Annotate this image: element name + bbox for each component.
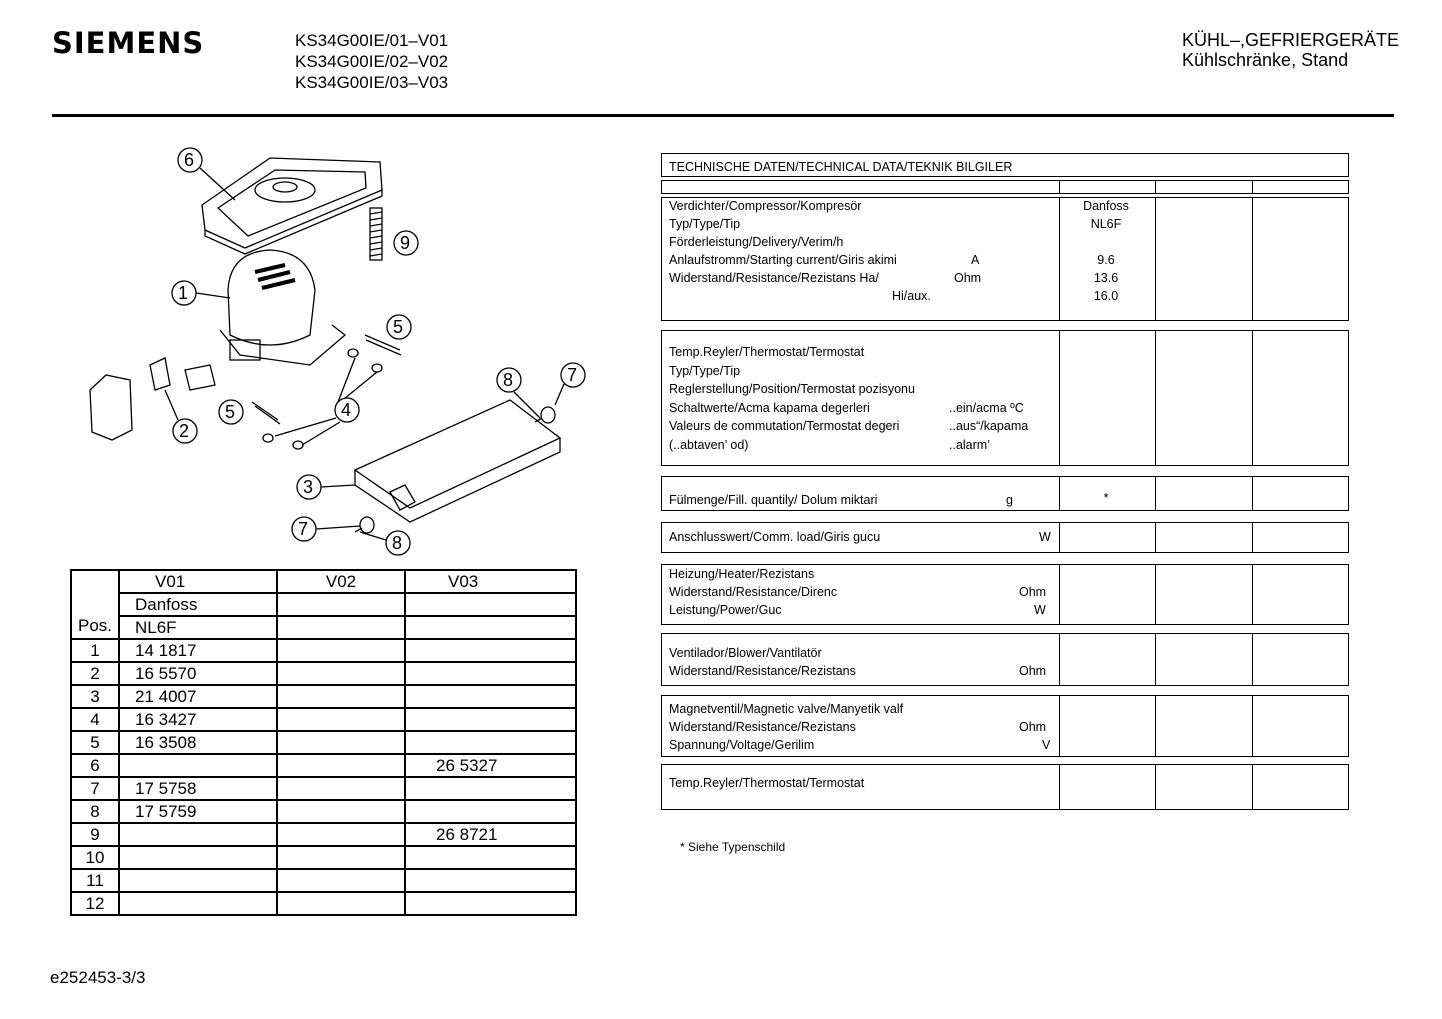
v02-cell [277, 731, 405, 754]
table-row [71, 846, 576, 869]
callout-8-lower [360, 531, 410, 555]
svg-text:9: 9 [400, 233, 411, 253]
callout-3 [297, 475, 355, 499]
v02-cell [277, 685, 405, 708]
brand-logo: SIEMENS [52, 26, 205, 60]
svg-text:8: 8 [503, 370, 514, 390]
v01-cell: 16 3427 [119, 708, 277, 731]
blower-box [661, 633, 1349, 686]
v01-cell: 16 5570 [119, 662, 277, 685]
type-plate-note: * Siehe Typenschild [680, 840, 786, 854]
document-id: e252453-3/3 [50, 968, 146, 987]
table-row [71, 777, 576, 800]
brand-v02 [277, 593, 405, 616]
switch-off-unit: ..aus“/kapama [949, 419, 1029, 433]
v02-cell [277, 823, 405, 846]
pos-cell: 4 [71, 708, 119, 731]
col-v01: V01 [119, 570, 277, 593]
category [1182, 30, 1399, 70]
callout-7-lower [292, 517, 360, 541]
valve-label: Magnetventil/Magnetic valve/Manyetik valf [669, 702, 904, 716]
parts-header-row [71, 570, 576, 593]
v03-cell [405, 777, 576, 800]
pos-cell: 3 [71, 685, 119, 708]
table-row [71, 639, 576, 662]
fill-quantity-label: Fülmenge/Fill. quantily/ Dolum miktari [669, 493, 878, 507]
blower-resistance-label: Widerstand/Resistance/Rezistans [669, 664, 856, 678]
starting-current-label: Anlaufstromm/Starting current/Giris akimi [669, 253, 897, 267]
v03-cell [405, 800, 576, 823]
pos-cell: 6 [71, 754, 119, 777]
brand-v01: Danfoss [119, 593, 277, 616]
spring-drawing [370, 208, 382, 260]
v01-cell: 16 3508 [119, 731, 277, 754]
v01-cell [119, 869, 277, 892]
model-3: KS34G00IE/03–V03 [295, 73, 449, 92]
svg-text:3: 3 [303, 477, 314, 497]
v03-cell: 26 8721 [405, 823, 576, 846]
resistance-label: Widerstand/Resistance/Rezistans Ha/ [669, 271, 879, 285]
heater-power-label: Leistung/Power/Guc [669, 603, 782, 617]
svg-text:4: 4 [341, 400, 352, 420]
svg-text:5: 5 [225, 402, 236, 422]
v03-cell [405, 685, 576, 708]
v02-cell [277, 846, 405, 869]
pos-cell: 12 [71, 892, 119, 915]
thermostat-label: Temp.Reyler/Thermostat/Termostat [669, 345, 865, 359]
v03-cell [405, 869, 576, 892]
model-2: KS34G00IE/02–V02 [295, 52, 449, 71]
v02-cell [277, 777, 405, 800]
v02-cell [277, 800, 405, 823]
table-row [71, 800, 576, 823]
thermostat-2-label: Temp.Reyler/Thermostat/Termostat [669, 776, 865, 790]
clip-lower-drawing [252, 402, 280, 424]
v01-cell [119, 846, 277, 869]
table-row [71, 731, 576, 754]
svg-text:2: 2 [179, 421, 190, 441]
type-row [71, 616, 576, 639]
type-v03 [405, 616, 576, 639]
blower-resistance-unit: Ohm [1019, 664, 1047, 678]
pos-cell: 7 [71, 777, 119, 800]
svg-text:1: 1 [178, 283, 189, 303]
valve-resistance-label: Widerstand/Resistance/Rezistans [669, 720, 856, 734]
defrost-label: (..abtaven’ od) [669, 438, 749, 452]
table-row [71, 708, 576, 731]
switch-values-label: Schaltwerte/Acma kapama degerleri [669, 401, 870, 415]
svg-text:6: 6 [184, 150, 195, 170]
pos-cell: 10 [71, 846, 119, 869]
table-row [71, 892, 576, 915]
v03-cell [405, 639, 576, 662]
v01-cell [119, 892, 277, 915]
svg-text:5: 5 [393, 317, 404, 337]
v02-cell [277, 892, 405, 915]
compressor-label: Verdichter/Compressor/Kompresör [669, 199, 862, 213]
type-v02 [277, 616, 405, 639]
pos-cell: 9 [71, 823, 119, 846]
table-row [71, 662, 576, 685]
compressor-box [661, 197, 1349, 321]
starting-current-unit: A [971, 253, 980, 267]
callout-1 [172, 281, 230, 305]
v01-cell: 17 5759 [119, 800, 277, 823]
brand-row [71, 593, 576, 616]
pos-header: Pos. [71, 570, 119, 639]
valve-voltage-label: Spannung/Voltage/Gerilim [669, 738, 815, 752]
pos-cell: 5 [71, 731, 119, 754]
svg-text:7: 7 [567, 365, 578, 385]
v03-cell: 26 5327 [405, 754, 576, 777]
heater-label: Heizung/Heater/Rezistans [669, 567, 815, 581]
drip-tray-drawing [202, 158, 382, 254]
comm-load-box [661, 522, 1349, 553]
model-list [295, 30, 448, 93]
fill-quantity-box [661, 476, 1349, 511]
compressor-brand-value: Danfoss [1083, 199, 1129, 213]
starting-current-value: 9.6 [1097, 253, 1115, 267]
callout-4 [275, 358, 377, 445]
parts-table [70, 569, 577, 916]
thermostat-position-label: Reglerstellung/Position/Termostat pozisyonu [669, 382, 915, 396]
pos-cell: 11 [71, 869, 119, 892]
resistance-unit: Ohm [954, 271, 982, 285]
compressor-type-label: Typ/Type/Tip [669, 217, 741, 231]
col-v02: V02 [277, 570, 405, 593]
v02-cell [277, 869, 405, 892]
mounting-rail-drawing [355, 400, 560, 522]
comm-load-unit: W [1039, 530, 1051, 544]
table-row [71, 869, 576, 892]
col-v03: V03 [405, 570, 576, 593]
v03-cell [405, 731, 576, 754]
resistance-main-value: 13.6 [1093, 271, 1119, 285]
table-row [71, 823, 576, 846]
compressor-type-value: NL6F [1090, 217, 1122, 231]
thermostat-2-box [661, 764, 1349, 810]
table-row [71, 754, 576, 777]
delivery-label: Förderleistung/Delivery/Verim/h [669, 235, 844, 249]
type-v01: NL6F [119, 616, 277, 639]
callout-6 [178, 148, 235, 200]
model-1: KS34G00IE/01–V01 [295, 31, 449, 50]
category-line-2: Kühlschränke, Stand [1182, 50, 1349, 70]
thermostat-box [661, 330, 1349, 466]
brand-v03 [405, 593, 576, 616]
v03-cell [405, 846, 576, 869]
heater-resistance-unit: Ohm [1019, 585, 1047, 599]
fill-quantity-unit: g [1006, 493, 1013, 507]
v01-cell [119, 823, 277, 846]
category-line-1: KÜHL–,GEFRIERGERÄTE [1182, 30, 1400, 50]
exploded-parts-diagram [70, 140, 610, 560]
v01-cell [119, 754, 277, 777]
pos-cell: 1 [71, 639, 119, 662]
svg-text:8: 8 [392, 533, 403, 553]
v02-cell [277, 754, 405, 777]
heater-power-unit: W [1034, 603, 1046, 617]
v03-cell [405, 708, 576, 731]
v03-cell [405, 892, 576, 915]
compressor-drawing [220, 250, 345, 365]
v01-cell: 17 5758 [119, 777, 277, 800]
valve-resistance-unit: Ohm [1019, 720, 1047, 734]
header-divider [52, 114, 1394, 117]
pos-cell: 2 [71, 662, 119, 685]
switch-on-unit: ..ein/acma ºC [949, 401, 1024, 415]
v01-cell: 21 4007 [119, 685, 277, 708]
table-row [71, 685, 576, 708]
heater-resistance-label: Widerstand/Resistance/Direnc [669, 585, 838, 599]
thermostat-type-label: Typ/Type/Tip [669, 364, 741, 378]
callout-2 [165, 390, 197, 443]
pos-cell: 8 [71, 800, 119, 823]
heater-box [661, 564, 1349, 625]
v03-cell [405, 662, 576, 685]
comm-load-label: Anschlusswert/Comm. load/Giris gucu [669, 530, 881, 544]
svg-text:7: 7 [298, 519, 309, 539]
valve-voltage-unit: V [1042, 738, 1051, 752]
blower-label: Ventilador/Blower/Vantilatör [669, 646, 822, 660]
resistance-aux-value: 16.0 [1093, 289, 1119, 303]
alarm-unit: ..alarm’ [949, 438, 990, 452]
callout-7-upper [555, 363, 585, 405]
v02-cell [277, 639, 405, 662]
tech-title-box [661, 153, 1349, 177]
callout-9 [394, 231, 418, 255]
callout-5-upper [387, 315, 411, 339]
magnetic-valve-box [661, 695, 1349, 757]
v01-cell: 14 1817 [119, 639, 277, 662]
tech-title: TECHNISCHE DATEN/TECHNICAL DATA/TEKNIK BILGILER [669, 160, 1013, 174]
fill-quantity-value: * [1103, 491, 1109, 505]
v02-cell [277, 708, 405, 731]
commutation-label: Valeurs de commutation/Termostat degeri [669, 419, 900, 433]
resistance-aux-label: Hi/aux. [892, 289, 931, 303]
v02-cell [277, 662, 405, 685]
tech-header-strip [661, 180, 1349, 194]
callout-5-lower [219, 400, 243, 424]
